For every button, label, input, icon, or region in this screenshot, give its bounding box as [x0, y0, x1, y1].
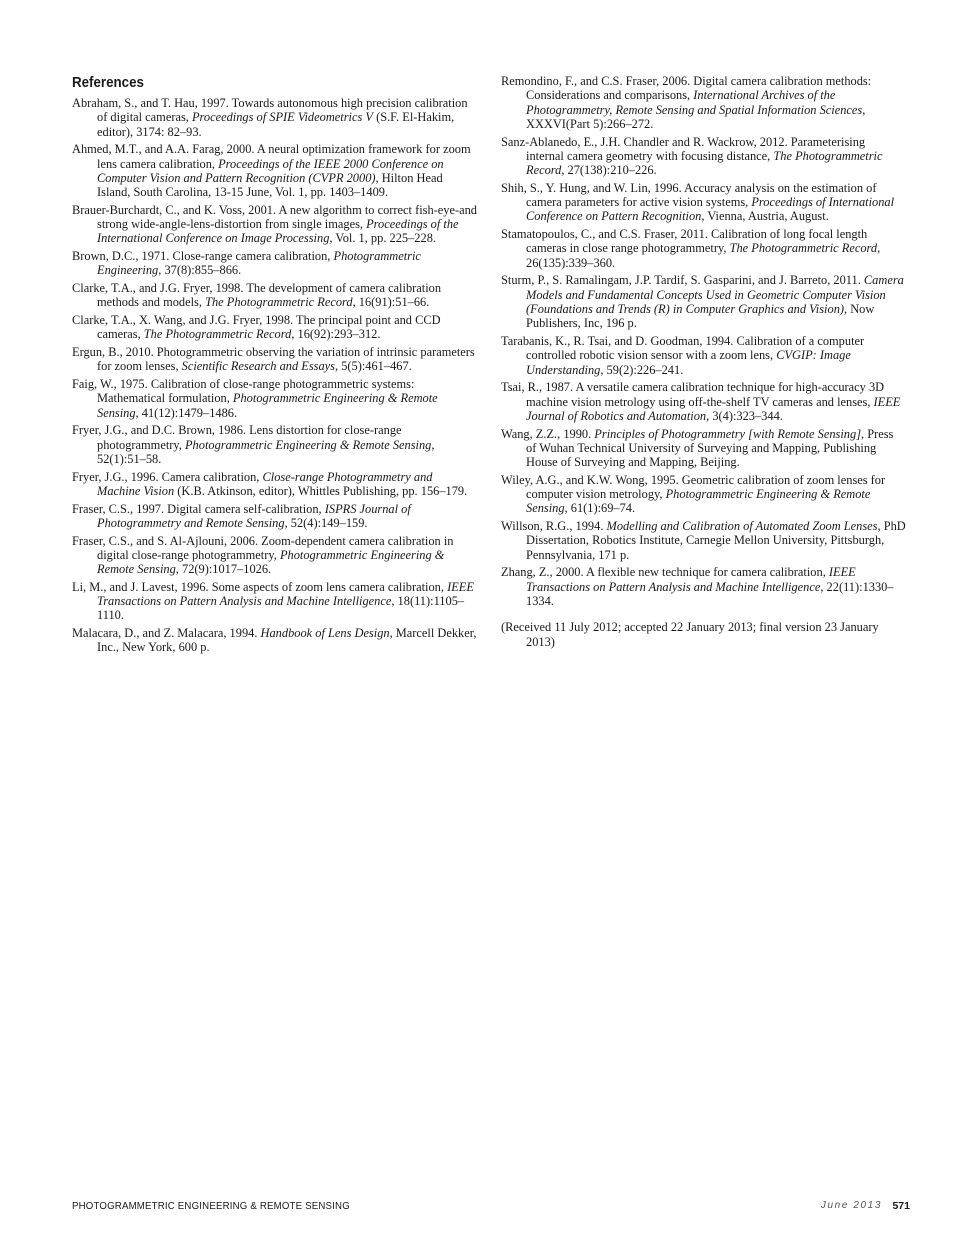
reference-source-title: CVGIP: Image Understanding	[526, 348, 851, 377]
reference-source-title: Proceedings of SPIE Videometrics V	[191, 110, 373, 125]
reference-entry	[72, 345, 477, 374]
reference-details: , 59(2):226–241.	[600, 362, 684, 377]
reference-entry	[501, 227, 906, 270]
reference-entry	[501, 473, 906, 516]
reference-details: , 61(1):69–74.	[564, 501, 636, 516]
reference-source-title: ISPRS Journal of Photogrammetry and Remote Sensing	[97, 501, 411, 530]
references-heading: References	[72, 75, 144, 91]
reference-details: , 18(11):1105–1110.	[97, 594, 465, 623]
reference-source-title: Modelling and Calibration of Automated Zoom Lenses	[606, 519, 878, 534]
reference-source-title: IEEE Transactions on Pattern Analysis and Machine Intelligence	[97, 579, 474, 609]
reference-text: Ahmed, M.T., and A.A. Farag, 2000. A neural optimization framework for zoom lens camera calibration,	[72, 142, 471, 171]
reference-text: Clarke, T.A., and J.G. Fryer, 1998. The development of camera calibration methods and models,	[72, 281, 442, 310]
reference-details: , 22(11):1330–1334.	[526, 579, 894, 608]
reference-entry	[72, 377, 477, 420]
reference-source-title: The Photogrammetric Record	[143, 327, 292, 342]
reference-source-title: Close-range Photogrammetry and Machine Vision	[97, 469, 433, 498]
reference-details: , 37(8):855–866.	[158, 263, 242, 278]
page-number: 571	[892, 1200, 910, 1212]
footer-journal-title: PHOTOGRAMMETRIC ENGINEERING & REMOTE SENSING	[72, 1200, 350, 1212]
reference-source-title: The Photogrammetric Record	[729, 241, 878, 256]
reference-source-title: The Photogrammetric Record	[205, 295, 353, 310]
reference-details: , 16(91):51–66.	[352, 295, 430, 310]
reference-text: Willson, R.G., 1994.	[501, 519, 607, 534]
reference-entry	[72, 626, 477, 655]
reference-entry	[72, 580, 477, 623]
reference-details: , Vol. 1, pp. 225–228.	[329, 231, 436, 246]
reference-text: Tsai, R., 1987. A versatile camera calibration technique for high-accuracy 3D machine vision metrology using off-the-shelf TV cameras and lenses,	[501, 380, 885, 409]
references-right-column	[501, 74, 906, 649]
reference-details: , Press of Wuhan Technical University of Surveying and Mapping, Publishing House of Surveying and Mapping, Beijing.	[526, 426, 894, 470]
reference-source-title: Principles of Photogrammetry [with Remote Sensing]	[594, 426, 862, 441]
reference-details: , 41(12):1479–1486.	[135, 405, 238, 420]
reference-text: Sturm, P., S. Ramalingam, J.P. Tardif, S. Gasparini, and J. Barreto, 2011.	[501, 273, 864, 288]
reference-entry	[72, 203, 477, 246]
reference-entry	[501, 74, 906, 131]
reference-details: , 72(9):1017–1026.	[175, 562, 272, 577]
reference-text: Fraser, C.S., 1997. Digital camera self-calibration,	[72, 501, 325, 516]
reference-details: (K.B. Atkinson, editor), Whittles Publishing, pp. 156–179.	[174, 483, 468, 498]
reference-source-title: Photogrammetric Engineering & Remote Sensing	[184, 437, 432, 452]
reference-details: , 52(1):51–58.	[97, 437, 435, 466]
reference-text: Abraham, S., and T. Hau, 1997. Towards autonomous high precision calibration of digital cameras,	[72, 96, 468, 125]
reference-details: , 27(138):210–226.	[561, 163, 657, 178]
reference-source-title: Photogrammetric Engineering & Remote Sensing	[526, 487, 871, 516]
reference-entry	[72, 313, 477, 342]
reference-source-title: Handbook of Lens Design	[260, 626, 390, 641]
reference-text: Faig, W., 1975. Calibration of close-range photogrammetric systems: Mathematical formulation,	[72, 377, 415, 406]
reference-entry	[501, 334, 906, 377]
reference-text: Wang, Z.Z., 1990.	[501, 426, 595, 441]
reference-text: Fraser, C.S., and S. Al-Ajlouni, 2006. Zoom-dependent camera calibration in digital close-range photogrammetry,	[72, 533, 454, 562]
reference-entry	[501, 380, 906, 423]
reference-text: Stamatopoulos, C., and C.S. Fraser, 2011. Calibration of long focal length cameras in close range photogrammetry,	[501, 227, 868, 256]
reference-details: , XXXVI(Part 5):266–272.	[526, 102, 866, 131]
page-footer	[72, 1200, 910, 1214]
reference-details: , Now Publishers, Inc, 196 p.	[526, 302, 875, 331]
reference-text: Li, M., and J. Lavest, 1996. Some aspects of zoom lens camera calibration,	[72, 579, 448, 594]
reference-entry	[501, 135, 906, 178]
reference-list-left	[72, 96, 477, 655]
footer-issue-date: June 2013	[820, 1200, 882, 1211]
reference-source-title: IEEE Transactions on Pattern Analysis and Machine Intelligence	[526, 565, 856, 594]
reference-details: , 3(4):323–344.	[706, 408, 783, 423]
received-note: (Received 11 July 2012; accepted 22 January 2013; final version 23 January 2013)	[501, 620, 879, 649]
reference-text: Wiley, A.G., and K.W. Wong, 1995. Geometric calibration of zoom lenses for computer vision metrology,	[501, 472, 886, 502]
reference-details: , Vienna, Austria, August.	[701, 209, 829, 224]
reference-source-title: The Photogrammetric Record	[526, 148, 883, 178]
reference-source-title: Proceedings of the IEEE 2000 Conference on Computer Vision and Pattern Recognition (CVPR 2000)	[97, 156, 444, 185]
reference-text: Shih, S., Y. Hung, and W. Lin, 1996. Accuracy analysis on the estimation of camera parameters for active vision systems,	[501, 180, 877, 210]
reference-text: Malacara, D., and Z. Malacara, 1994.	[72, 626, 261, 641]
reference-details: (S.F. El-Hakim, editor), 3174: 82–93.	[97, 110, 455, 139]
reference-details: , 26(135):339–360.	[526, 241, 881, 270]
reference-text: Ergun, B., 2010. Photogrammetric observing the variation of intrinsic parameters for zoom lenses,	[72, 345, 475, 374]
reference-source-title: Camera Models and Fundamental Concepts Used in Geometric Computer Vision (Foundations and Trends (R) in Computer Graphics and Vision)	[526, 273, 904, 317]
reference-details: , 52(4):149–159.	[284, 515, 368, 530]
reference-text: Remondino, F., and C.S. Fraser, 2006. Digital camera calibration methods: Considerations and comparisons,	[501, 74, 872, 103]
reference-entry	[501, 427, 906, 470]
reference-entry	[501, 273, 906, 330]
reference-entry	[501, 519, 906, 562]
reference-text: Zhang, Z., 2000. A flexible new technique for camera calibration,	[501, 565, 829, 580]
reference-text: Sanz-Ablanedo, E., J.H. Chandler and R. Wackrow, 2012. Parameterising internal camera geometry with focusing distance,	[501, 134, 866, 163]
reference-text: Tarabanis, K., R. Tsai, and D. Goodman, 1994. Calibration of a computer controlled robotic vision sensor with a zoom lens,	[501, 334, 865, 363]
reference-details: , PhD Dissertation, Robotics Institute, Carnegie Mellon University, Pittsburgh, Pennsylvania, 171 p.	[526, 519, 906, 562]
reference-details: , 5(5):461–467.	[335, 359, 412, 374]
reference-entry	[72, 281, 477, 310]
reference-source-title: Proceedings of International Conference on Pattern Recognition	[526, 195, 895, 224]
reference-details: , Hilton Head Island, South Carolina, 13-15 June, Vol. 1, pp. 1403–1409.	[97, 170, 443, 200]
reference-source-title: Proceedings of the International Conference on Image Processing	[97, 217, 459, 246]
references-left-column	[72, 74, 477, 658]
reference-source-title: International Archives of the Photogrammetry, Remote Sensing and Spatial Information Sciences	[526, 88, 863, 117]
reference-source-title: Photogrammetric Engineering	[97, 249, 421, 278]
reference-list-right	[501, 74, 906, 608]
reference-entry	[72, 502, 477, 531]
reference-text: Fryer, J.G., 1996. Camera calibration,	[72, 469, 263, 484]
reference-entry	[72, 423, 477, 466]
reference-entry	[501, 565, 906, 608]
reference-source-title: Photogrammetric Engineering & Remote Sensing	[97, 391, 438, 420]
reference-entry	[72, 142, 477, 199]
reference-details: , Marcell Dekker, Inc., New York, 600 p.	[97, 626, 477, 655]
reference-entry	[501, 181, 906, 224]
reference-entry	[72, 534, 477, 577]
reference-entry	[72, 249, 477, 278]
reference-entry	[72, 96, 477, 139]
reference-source-title: IEEE Journal of Robotics and Automation	[526, 394, 901, 423]
reference-text: Fryer, J.G., and D.C. Brown, 1986. Lens distortion for close-range photogrammetry,	[72, 423, 402, 452]
reference-source-title: Scientific Research and Essays	[181, 359, 336, 374]
reference-details: , 16(92):293–312.	[291, 327, 381, 342]
reference-text: Brauer-Burchardt, C., and K. Voss, 2001. A new algorithm to correct fish-eye-and strong wide-angle-lens-distortion from single images,	[72, 202, 477, 232]
reference-text: Brown, D.C., 1971. Close-range camera calibration,	[72, 249, 334, 264]
reference-source-title: Photogrammetric Engineering & Remote Sensing	[97, 547, 445, 577]
reference-text: Clarke, T.A., X. Wang, and J.G. Fryer, 1998. The principal point and CCD cameras,	[72, 313, 441, 342]
reference-entry	[72, 470, 477, 499]
